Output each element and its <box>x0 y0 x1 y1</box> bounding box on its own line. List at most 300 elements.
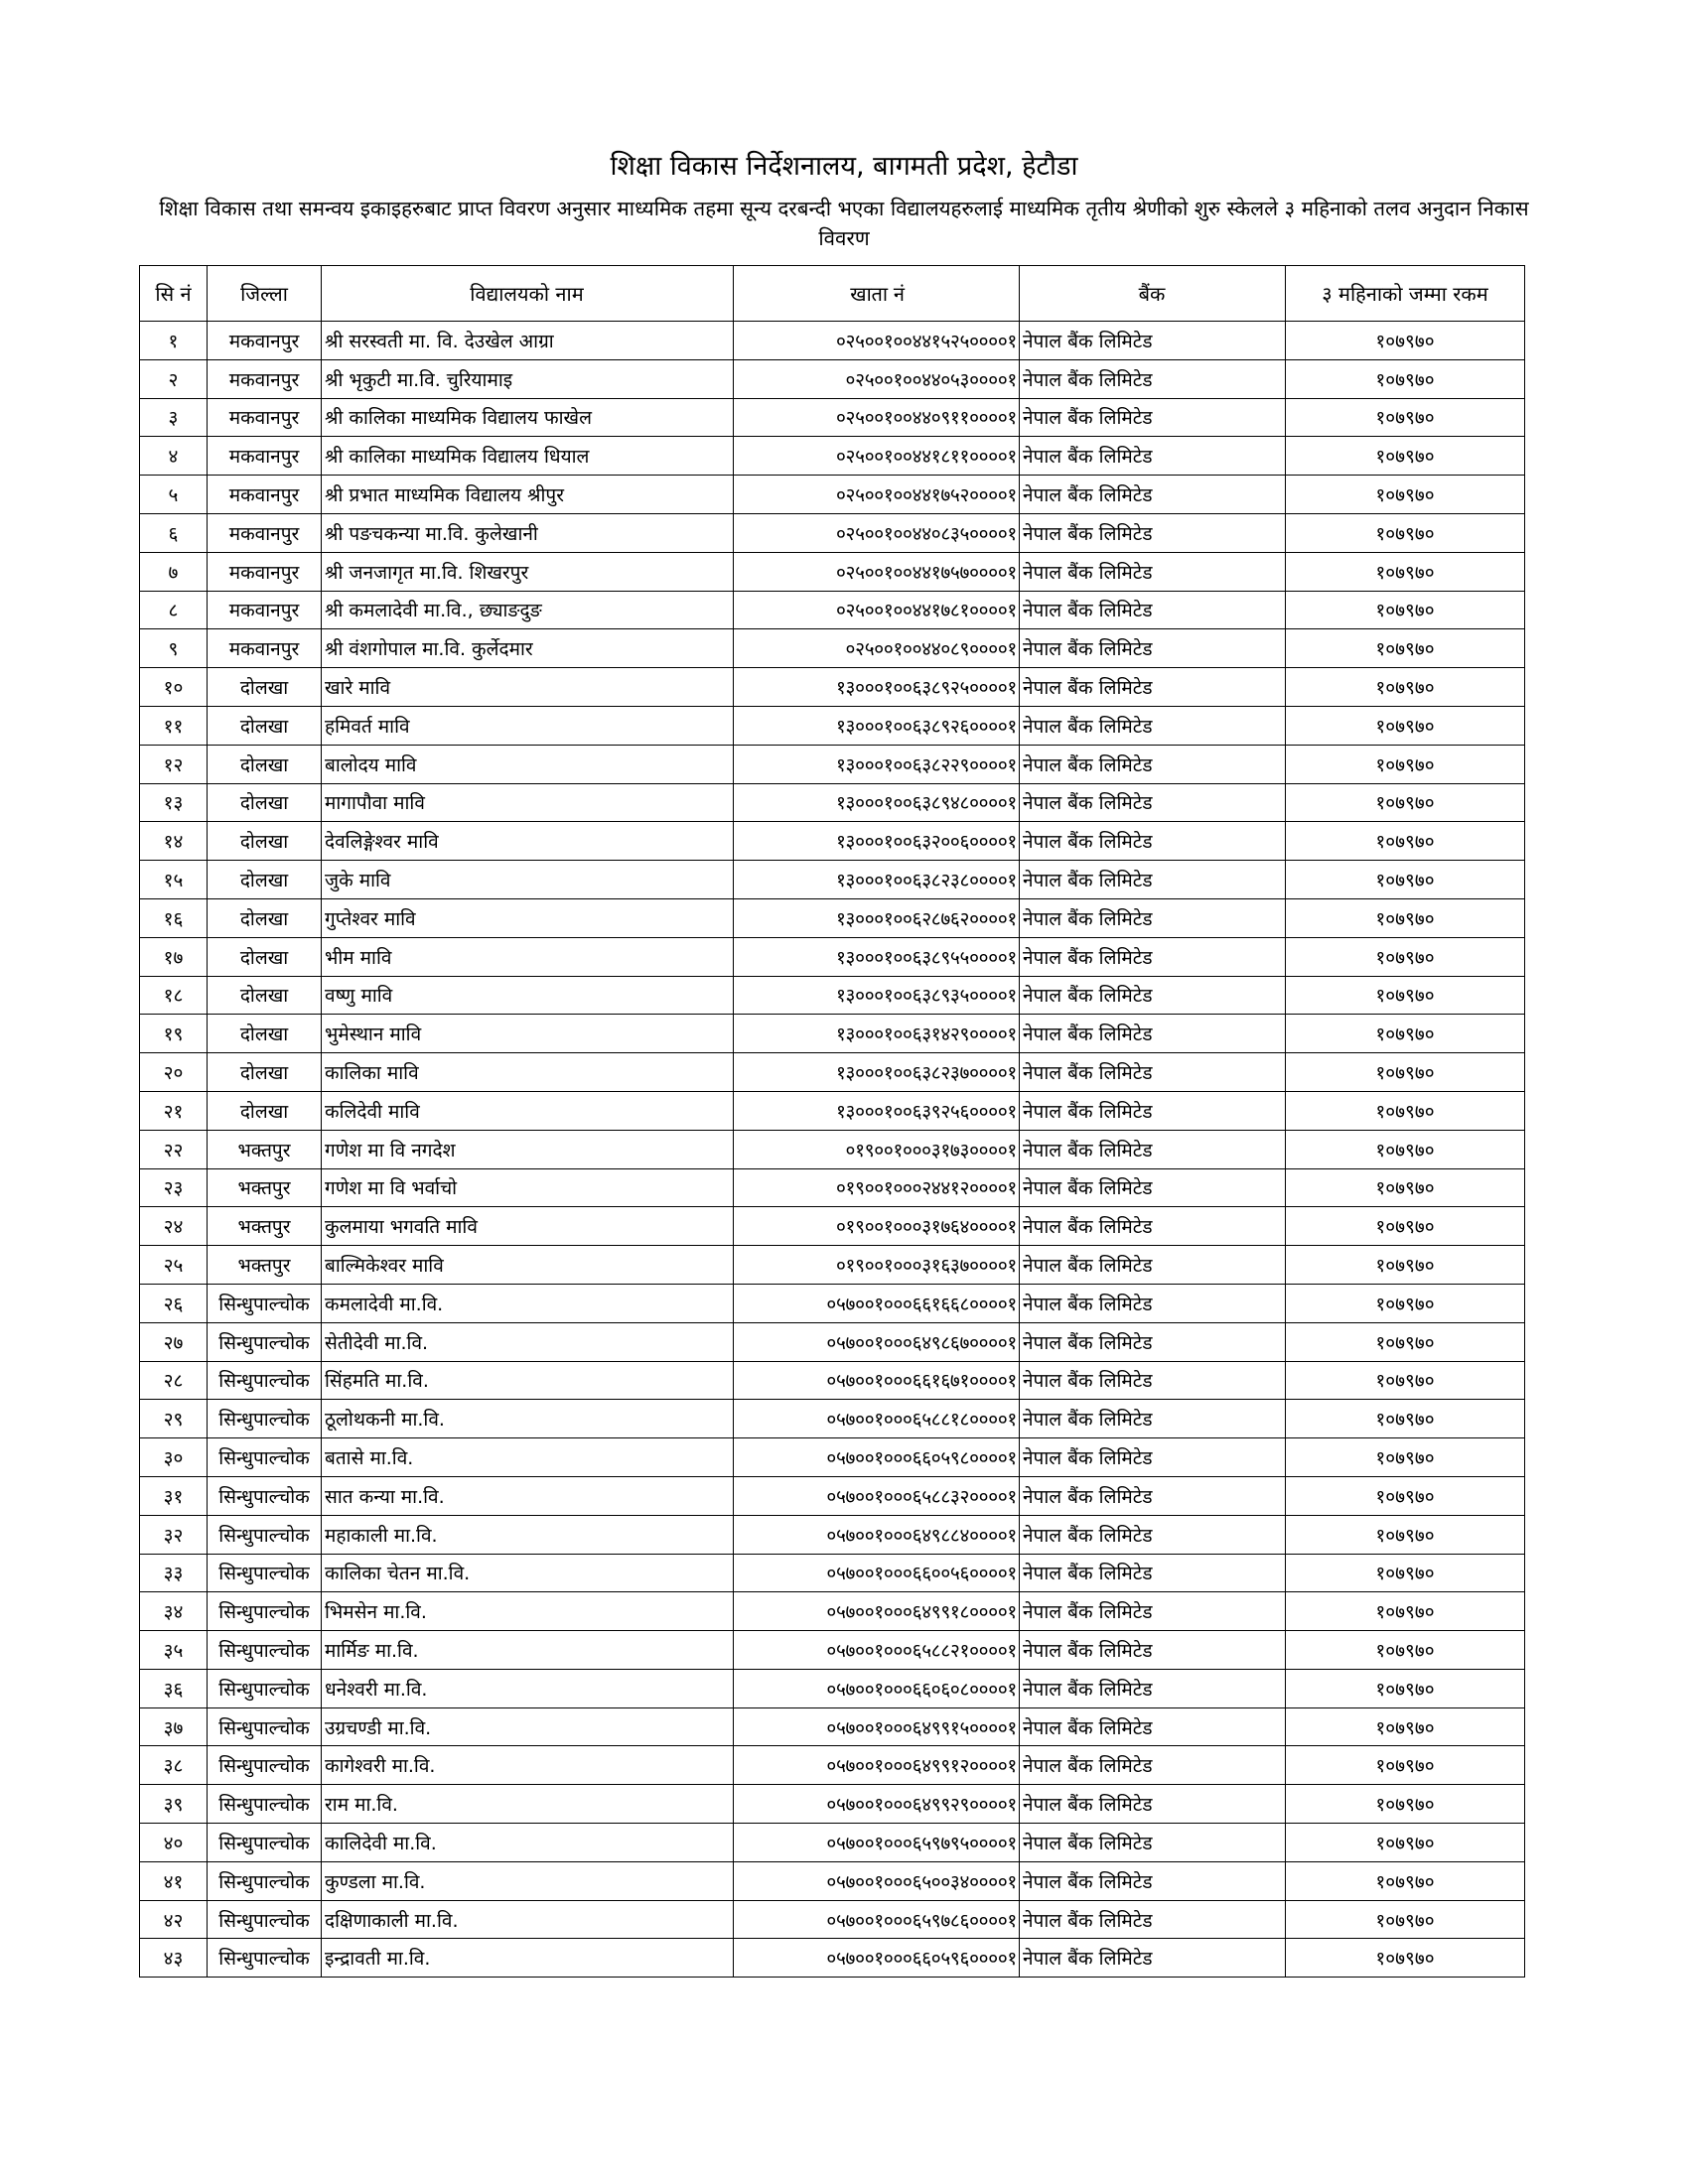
serial-number-cell: ६ <box>140 513 208 552</box>
district-cell: मकवानपुर <box>208 591 322 629</box>
table-row <box>140 745 1525 783</box>
serial-number-cell: १४ <box>140 822 208 861</box>
bank-cell: नेपाल बैंक लिमिटेड <box>1020 322 1286 360</box>
amount-cell: १०७९७० <box>1286 976 1525 1015</box>
serial-number-cell: ७ <box>140 552 208 591</box>
account-number-cell: ०५७००१०००६४९९१२००००१ <box>734 1746 1020 1785</box>
district-cell: दोलखा <box>208 706 322 745</box>
district-cell: सिन्धुपाल्चोक <box>208 1400 322 1438</box>
amount-cell: १०७९७० <box>1286 1861 1525 1900</box>
school-name-cell: बाल्मिकेश्वर मावि <box>322 1246 734 1285</box>
school-name-cell: कालिका चेतन मा.वि. <box>322 1554 734 1592</box>
serial-number-cell: १३ <box>140 783 208 822</box>
account-number-cell: ०१९००१०००३१७३००००१ <box>734 1130 1020 1168</box>
account-number-cell: ०२५००१००४४०८९००००१ <box>734 629 1020 668</box>
table-row <box>140 861 1525 899</box>
table-row <box>140 1515 1525 1554</box>
amount-cell: १०७९७० <box>1286 1707 1525 1746</box>
school-name-cell: गुप्तेश्वर मावि <box>322 898 734 937</box>
district-cell: मकवानपुर <box>208 552 322 591</box>
bank-cell: नेपाल बैंक लिमिटेड <box>1020 1861 1286 1900</box>
serial-number-cell: २६ <box>140 1284 208 1322</box>
school-name-cell: धनेश्वरी मा.वि. <box>322 1669 734 1707</box>
bank-cell: नेपाल बैंक लिमिटेड <box>1020 629 1286 668</box>
account-number-cell: ०५७००१०००६५००३४००००१ <box>734 1861 1020 1900</box>
bank-cell: नेपाल बैंक लिमिटेड <box>1020 1015 1286 1053</box>
serial-number-cell: ३४ <box>140 1592 208 1631</box>
account-number-cell: ०५७००१०००६५८८१८००००१ <box>734 1400 1020 1438</box>
bank-cell: नेपाल बैंक लिमिटेड <box>1020 1207 1286 1246</box>
school-name-cell: हमिवर्त मावि <box>322 706 734 745</box>
school-name-cell: श्री कालिका माध्यमिक विद्यालय फाखेल <box>322 398 734 437</box>
district-cell: भक्तपुर <box>208 1246 322 1285</box>
district-cell: सिन्धुपाल्चोक <box>208 1554 322 1592</box>
bank-cell: नेपाल बैंक लिमिटेड <box>1020 1130 1286 1168</box>
account-number-cell: १३०००१००६३८२३७००००१ <box>734 1053 1020 1092</box>
district-cell: दोलखा <box>208 861 322 899</box>
bank-cell: नेपाल बैंक लिमिटेड <box>1020 1438 1286 1477</box>
serial-number-cell: २१ <box>140 1091 208 1130</box>
district-cell: मकवानपुर <box>208 476 322 514</box>
district-cell: सिन्धुपाल्चोक <box>208 1515 322 1554</box>
amount-cell: १०७९७० <box>1286 1476 1525 1515</box>
account-number-cell: ०५७००१०००६५९७८६००००१ <box>734 1900 1020 1939</box>
table-body <box>140 322 1525 1978</box>
account-number-cell: ०५७००१०००६४९९१८००००१ <box>734 1592 1020 1631</box>
school-name-cell: महाकाली मा.वि. <box>322 1515 734 1554</box>
amount-cell: १०७९७० <box>1286 861 1525 899</box>
district-cell: भक्तपुर <box>208 1130 322 1168</box>
amount-cell: १०७९७० <box>1286 706 1525 745</box>
serial-number-cell: १६ <box>140 898 208 937</box>
bank-cell: नेपाल बैंक लिमिटेड <box>1020 476 1286 514</box>
account-number-cell: ०५७००१०००६६१६७१००००१ <box>734 1361 1020 1400</box>
amount-cell: १०७९७० <box>1286 1515 1525 1554</box>
table-row <box>140 668 1525 707</box>
district-cell: सिन्धुपाल्चोक <box>208 1361 322 1400</box>
account-number-cell: ०२५००१००४४१७५७००००१ <box>734 552 1020 591</box>
serial-number-cell: ३६ <box>140 1669 208 1707</box>
serial-number-cell: १८ <box>140 976 208 1015</box>
account-number-cell: १३०००१००६३८९३५००००१ <box>734 976 1020 1015</box>
bank-cell: नेपाल बैंक लिमिटेड <box>1020 1900 1286 1939</box>
school-name-cell: राम मा.वि. <box>322 1785 734 1824</box>
table-header <box>140 266 1525 322</box>
school-name-cell: श्री प्रभात माध्यमिक विद्यालय श्रीपुर <box>322 476 734 514</box>
bank-cell: नेपाल बैंक लिमिटेड <box>1020 359 1286 398</box>
serial-number-cell: ४० <box>140 1824 208 1862</box>
amount-cell: १०७९७० <box>1286 1669 1525 1707</box>
bank-cell: नेपाल बैंक लिमिटेड <box>1020 1322 1286 1361</box>
table-row <box>140 1246 1525 1285</box>
amount-cell: १०७९७० <box>1286 1207 1525 1246</box>
amount-cell: १०७९७० <box>1286 1400 1525 1438</box>
account-number-cell: ०१९००१०००३१६३७००००१ <box>734 1246 1020 1285</box>
bank-cell: नेपाल बैंक लिमिटेड <box>1020 822 1286 861</box>
serial-number-cell: ४ <box>140 437 208 476</box>
table-row <box>140 1824 1525 1862</box>
table-row <box>140 1438 1525 1477</box>
header-district: जिल्ला <box>208 266 322 322</box>
serial-number-cell: ३८ <box>140 1746 208 1785</box>
school-name-cell: वष्णु मावि <box>322 976 734 1015</box>
account-number-cell: ०२५००१००४४१७५२००००१ <box>734 476 1020 514</box>
amount-cell: १०७९७० <box>1286 1015 1525 1053</box>
district-cell: मकवानपुर <box>208 359 322 398</box>
table-row <box>140 1361 1525 1400</box>
account-number-cell: ०५७००१०००६४९८८४००००१ <box>734 1515 1020 1554</box>
amount-cell: १०७९७० <box>1286 1900 1525 1939</box>
account-number-cell: ०५७००१०००६६०५९६००००१ <box>734 1939 1020 1978</box>
district-cell: दोलखा <box>208 976 322 1015</box>
serial-number-cell: ५ <box>140 476 208 514</box>
amount-cell: १०७९७० <box>1286 898 1525 937</box>
account-number-cell: १३०००१००६३८९४८००००१ <box>734 783 1020 822</box>
district-cell: मकवानपुर <box>208 629 322 668</box>
school-name-cell: कुलमाया भगवति मावि <box>322 1207 734 1246</box>
bank-cell: नेपाल बैंक लिमिटेड <box>1020 1400 1286 1438</box>
amount-cell: १०७९७० <box>1286 591 1525 629</box>
district-cell: सिन्धुपाल्चोक <box>208 1939 322 1978</box>
bank-cell: नेपाल बैंक लिमिटेड <box>1020 1785 1286 1824</box>
district-cell: दोलखा <box>208 822 322 861</box>
header-school-name: विद्यालयको नाम <box>322 266 734 322</box>
serial-number-cell: ३३ <box>140 1554 208 1592</box>
district-cell: सिन्धुपाल्चोक <box>208 1707 322 1746</box>
table-row <box>140 706 1525 745</box>
serial-number-cell: ३१ <box>140 1476 208 1515</box>
table-row <box>140 976 1525 1015</box>
bank-cell: नेपाल बैंक लिमिटेड <box>1020 591 1286 629</box>
table-row <box>140 398 1525 437</box>
district-cell: भक्तपुर <box>208 1207 322 1246</box>
table-row <box>140 476 1525 514</box>
serial-number-cell: २४ <box>140 1207 208 1246</box>
bank-cell: नेपाल बैंक लिमिटेड <box>1020 1707 1286 1746</box>
account-number-cell: ०५७००१०००६४९८६७००००१ <box>734 1322 1020 1361</box>
amount-cell: १०७९७० <box>1286 1631 1525 1670</box>
district-cell: सिन्धुपाल्चोक <box>208 1746 322 1785</box>
amount-cell: १०७९७० <box>1286 783 1525 822</box>
account-number-cell: ०१९००१०००२४४१२००००१ <box>734 1168 1020 1207</box>
page-subtitle: शिक्षा विकास तथा समन्वय इकाइहरुबाट प्राप्त विवरण अनुसार माध्यमिक तहमा सून्य दरबन्दी भएका विद्यालयहरुलाई माध्यमिक तृतीय श्रेणीको शुरु स्केलले ३ महिनाको तलव अनुदान निकास विवरण <box>159 197 1529 250</box>
account-number-cell: ०२५००१००४४१८११००००१ <box>734 437 1020 476</box>
school-name-cell: दक्षिणाकाली मा.वि. <box>322 1900 734 1939</box>
page-title: शिक्षा विकास निर्देशनालय, बागमती प्रदेश, हेटौडा <box>610 151 1078 182</box>
school-name-cell: मागापौवा मावि <box>322 783 734 822</box>
amount-cell: १०७९७० <box>1286 513 1525 552</box>
table-row <box>140 513 1525 552</box>
district-cell: दोलखा <box>208 1091 322 1130</box>
serial-number-cell: २९ <box>140 1400 208 1438</box>
amount-cell: १०७९७० <box>1286 552 1525 591</box>
school-name-cell: कलिदेवी मावि <box>322 1091 734 1130</box>
table-row <box>140 1400 1525 1438</box>
school-name-cell: श्री वंशगोपाल मा.वि. कुर्लेदमार <box>322 629 734 668</box>
account-number-cell: ०५७००१०००६६०५९८००००१ <box>734 1438 1020 1477</box>
table-row <box>140 1091 1525 1130</box>
school-name-cell: श्री जनजागृत मा.वि. शिखरपुर <box>322 552 734 591</box>
district-cell: दोलखा <box>208 745 322 783</box>
bank-cell: नेपाल बैंक लिमिटेड <box>1020 1246 1286 1285</box>
amount-cell: १०७९७० <box>1286 1168 1525 1207</box>
table-row <box>140 1939 1525 1978</box>
district-cell: सिन्धुपाल्चोक <box>208 1785 322 1824</box>
table-row <box>140 1207 1525 1246</box>
district-cell: मकवानपुर <box>208 398 322 437</box>
school-name-cell: गणेश मा वि नगदेश <box>322 1130 734 1168</box>
table-row <box>140 552 1525 591</box>
bank-cell: नेपाल बैंक लिमिटेड <box>1020 1361 1286 1400</box>
serial-number-cell: ३ <box>140 398 208 437</box>
table-row <box>140 1015 1525 1053</box>
serial-number-cell: २५ <box>140 1246 208 1285</box>
bank-cell: नेपाल बैंक लिमिटेड <box>1020 1554 1286 1592</box>
district-cell: सिन्धुपाल्चोक <box>208 1824 322 1862</box>
serial-number-cell: ४३ <box>140 1939 208 1978</box>
district-cell: दोलखा <box>208 668 322 707</box>
account-number-cell: ०२५००१००४४०५३००००१ <box>734 359 1020 398</box>
account-number-cell: ०२५००१००४४१७८१००००१ <box>734 591 1020 629</box>
table-row <box>140 322 1525 360</box>
account-number-cell: १३०००१००६३२००६००००१ <box>734 822 1020 861</box>
serial-number-cell: २२ <box>140 1130 208 1168</box>
school-name-cell: श्री सरस्वती मा. वि. देउखेल आग्रा <box>322 322 734 360</box>
school-name-cell: गणेश मा वि भर्वाचो <box>322 1168 734 1207</box>
table-row <box>140 1284 1525 1322</box>
district-cell: सिन्धुपाल्चोक <box>208 1592 322 1631</box>
amount-cell: १०७९७० <box>1286 1746 1525 1785</box>
school-name-cell: श्री भृकुटी मा.वि. चुरियामाइ <box>322 359 734 398</box>
account-number-cell: ०५७००१०००६४९९२९००००१ <box>734 1785 1020 1824</box>
amount-cell: १०७९७० <box>1286 822 1525 861</box>
bank-cell: नेपाल बैंक लिमिटेड <box>1020 1476 1286 1515</box>
school-name-cell: बालोदय मावि <box>322 745 734 783</box>
header-row <box>140 266 1525 322</box>
serial-number-cell: ४१ <box>140 1861 208 1900</box>
bank-cell: नेपाल बैंक लिमिटेड <box>1020 783 1286 822</box>
bank-cell: नेपाल बैंक लिमिटेड <box>1020 1824 1286 1862</box>
table-row <box>140 1476 1525 1515</box>
account-number-cell: १३०००१००६३८९५५००००१ <box>734 937 1020 976</box>
serial-number-cell: ८ <box>140 591 208 629</box>
district-cell: सिन्धुपाल्चोक <box>208 1322 322 1361</box>
serial-number-cell: १५ <box>140 861 208 899</box>
serial-number-cell: २३ <box>140 1168 208 1207</box>
table-row <box>140 1785 1525 1824</box>
school-name-cell: खारे मावि <box>322 668 734 707</box>
school-name-cell: भुमेस्थान मावि <box>322 1015 734 1053</box>
table-row <box>140 437 1525 476</box>
bank-cell: नेपाल बैंक लिमिटेड <box>1020 745 1286 783</box>
bank-cell: नेपाल बैंक लिमिटेड <box>1020 898 1286 937</box>
bank-cell: नेपाल बैंक लिमिटेड <box>1020 1746 1286 1785</box>
table-row <box>140 1554 1525 1592</box>
account-number-cell: ०५७००१०००६५८८३२००००१ <box>734 1476 1020 1515</box>
district-cell: भक्तपुर <box>208 1168 322 1207</box>
district-cell: सिन्धुपाल्चोक <box>208 1284 322 1322</box>
account-number-cell: १३०००१००६३८२२९००००१ <box>734 745 1020 783</box>
bank-cell: नेपाल बैंक लिमिटेड <box>1020 1669 1286 1707</box>
amount-cell: १०७९७० <box>1286 1053 1525 1092</box>
district-cell: सिन्धुपाल्चोक <box>208 1438 322 1477</box>
table-row <box>140 629 1525 668</box>
account-number-cell: १३०००१००६३८९२६००००१ <box>734 706 1020 745</box>
bank-cell: नेपाल बैंक लिमिटेड <box>1020 1592 1286 1631</box>
school-name-cell: देवलिङ्गेश्वर मावि <box>322 822 734 861</box>
account-number-cell: ०२५००१००४४०९११००००१ <box>734 398 1020 437</box>
account-number-cell: ०५७००१०००६६०६०८००००१ <box>734 1669 1020 1707</box>
account-number-cell: १३०००१००६२८७६२००००१ <box>734 898 1020 937</box>
serial-number-cell: २० <box>140 1053 208 1092</box>
table-row <box>140 1707 1525 1746</box>
account-number-cell: ०५७००१०००६६००५६००००१ <box>734 1554 1020 1592</box>
bank-cell: नेपाल बैंक लिमिटेड <box>1020 513 1286 552</box>
school-name-cell: जुके मावि <box>322 861 734 899</box>
school-name-cell: श्री कमलादेवी मा.वि., छ्याङदुङ <box>322 591 734 629</box>
amount-cell: १०७९७० <box>1286 1939 1525 1978</box>
table-row <box>140 822 1525 861</box>
table-row <box>140 1592 1525 1631</box>
grant-release-table <box>139 265 1525 1978</box>
serial-number-cell: ३५ <box>140 1631 208 1670</box>
table-row <box>140 359 1525 398</box>
district-cell: सिन्धुपाल्चोक <box>208 1669 322 1707</box>
bank-cell: नेपाल बैंक लिमिटेड <box>1020 1091 1286 1130</box>
school-name-cell: सेतीदेवी मा.वि. <box>322 1322 734 1361</box>
bank-cell: नेपाल बैंक लिमिटेड <box>1020 937 1286 976</box>
district-cell: दोलखा <box>208 1015 322 1053</box>
serial-number-cell: ४२ <box>140 1900 208 1939</box>
bank-cell: नेपाल बैंक लिमिटेड <box>1020 1168 1286 1207</box>
district-cell: दोलखा <box>208 898 322 937</box>
table-row <box>140 1861 1525 1900</box>
bank-cell: नेपाल बैंक लिमिटेड <box>1020 706 1286 745</box>
amount-cell: १०७९७० <box>1286 437 1525 476</box>
serial-number-cell: १० <box>140 668 208 707</box>
table-row <box>140 1130 1525 1168</box>
serial-number-cell: ३९ <box>140 1785 208 1824</box>
bank-cell: नेपाल बैंक लिमिटेड <box>1020 668 1286 707</box>
amount-cell: १०७९७० <box>1286 1785 1525 1824</box>
school-name-cell: श्री कालिका माध्यमिक विद्यालय धियाल <box>322 437 734 476</box>
amount-cell: १०७९७० <box>1286 1824 1525 1862</box>
serial-number-cell: १९ <box>140 1015 208 1053</box>
header-serial-number: सि नं <box>140 266 208 322</box>
bank-cell: नेपाल बैंक लिमिटेड <box>1020 976 1286 1015</box>
account-number-cell: १३०००१००६३९२५६००००१ <box>734 1091 1020 1130</box>
table-row <box>140 898 1525 937</box>
table-row <box>140 937 1525 976</box>
school-name-cell: भीम मावि <box>322 937 734 976</box>
district-cell: सिन्धुपाल्चोक <box>208 1900 322 1939</box>
school-name-cell: सिंहमति मा.वि. <box>322 1361 734 1400</box>
account-number-cell: ०५७००१०००६४९९१५००००१ <box>734 1707 1020 1746</box>
table-row <box>140 1168 1525 1207</box>
school-name-cell: कालिका मावि <box>322 1053 734 1092</box>
serial-number-cell: १२ <box>140 745 208 783</box>
amount-cell: १०७९७० <box>1286 1361 1525 1400</box>
district-cell: मकवानपुर <box>208 322 322 360</box>
serial-number-cell: ३२ <box>140 1515 208 1554</box>
district-cell: मकवानपुर <box>208 437 322 476</box>
header-total-amount: ३ महिनाको जम्मा रकम <box>1286 266 1525 322</box>
amount-cell: १०७९७० <box>1286 359 1525 398</box>
school-name-cell: इन्द्रावती मा.वि. <box>322 1939 734 1978</box>
table-row <box>140 1631 1525 1670</box>
table-row <box>140 783 1525 822</box>
bank-cell: नेपाल बैंक लिमिटेड <box>1020 1284 1286 1322</box>
serial-number-cell: ३० <box>140 1438 208 1477</box>
serial-number-cell: ३७ <box>140 1707 208 1746</box>
district-cell: दोलखा <box>208 783 322 822</box>
amount-cell: १०७९७० <box>1286 629 1525 668</box>
district-cell: मकवानपुर <box>208 513 322 552</box>
amount-cell: १०७९७० <box>1286 476 1525 514</box>
account-number-cell: ०१९००१०००३१७६४००००१ <box>734 1207 1020 1246</box>
serial-number-cell: १ <box>140 322 208 360</box>
bank-cell: नेपाल बैंक लिमिटेड <box>1020 398 1286 437</box>
amount-cell: १०७९७० <box>1286 1091 1525 1130</box>
amount-cell: १०७९७० <box>1286 745 1525 783</box>
amount-cell: १०७९७० <box>1286 1592 1525 1631</box>
serial-number-cell: १७ <box>140 937 208 976</box>
amount-cell: १०७९७० <box>1286 1130 1525 1168</box>
school-name-cell: भिमसेन मा.वि. <box>322 1592 734 1631</box>
account-number-cell: १३०००१००६३८९२५००००१ <box>734 668 1020 707</box>
table-row <box>140 591 1525 629</box>
account-number-cell: ०२५००१००४४१५२५००००१ <box>734 322 1020 360</box>
district-cell: दोलखा <box>208 1053 322 1092</box>
bank-cell: नेपाल बैंक लिमिटेड <box>1020 437 1286 476</box>
bank-cell: नेपाल बैंक लिमिटेड <box>1020 1939 1286 1978</box>
bank-cell: नेपाल बैंक लिमिटेड <box>1020 1515 1286 1554</box>
amount-cell: १०७९७० <box>1286 1284 1525 1322</box>
bank-cell: नेपाल बैंक लिमिटेड <box>1020 1053 1286 1092</box>
table-row <box>140 1322 1525 1361</box>
amount-cell: १०७९७० <box>1286 1322 1525 1361</box>
district-cell: सिन्धुपाल्चोक <box>208 1861 322 1900</box>
header-bank: बैंक <box>1020 266 1286 322</box>
bank-cell: नेपाल बैंक लिमिटेड <box>1020 1631 1286 1670</box>
account-number-cell: ०५७००१०००६६१६६८००००१ <box>734 1284 1020 1322</box>
school-name-cell: श्री पङचकन्या मा.वि. कुलेखानी <box>322 513 734 552</box>
district-cell: सिन्धुपाल्चोक <box>208 1476 322 1515</box>
serial-number-cell: २ <box>140 359 208 398</box>
account-number-cell: १३०००१००६३१४२९००००१ <box>734 1015 1020 1053</box>
bank-cell: नेपाल बैंक लिमिटेड <box>1020 861 1286 899</box>
amount-cell: १०७९७० <box>1286 1246 1525 1285</box>
account-number-cell: ०५७००१०००६५८८२१००००१ <box>734 1631 1020 1670</box>
school-name-cell: कमलादेवी मा.वि. <box>322 1284 734 1322</box>
table-row <box>140 1669 1525 1707</box>
table-row <box>140 1746 1525 1785</box>
table-row <box>140 1900 1525 1939</box>
amount-cell: १०७९७० <box>1286 1438 1525 1477</box>
school-name-cell: कागेश्वरी मा.वि. <box>322 1746 734 1785</box>
account-number-cell: ०२५००१००४४०८३५००००१ <box>734 513 1020 552</box>
table-row <box>140 1053 1525 1092</box>
account-number-cell: ०५७००१०००६५९७९५००००१ <box>734 1824 1020 1862</box>
school-name-cell: ठूलोथकनी मा.वि. <box>322 1400 734 1438</box>
serial-number-cell: ९ <box>140 629 208 668</box>
amount-cell: १०७९७० <box>1286 937 1525 976</box>
serial-number-cell: २७ <box>140 1322 208 1361</box>
school-name-cell: सात कन्या मा.वि. <box>322 1476 734 1515</box>
amount-cell: १०७९७० <box>1286 668 1525 707</box>
amount-cell: १०७९७० <box>1286 322 1525 360</box>
school-name-cell: बतासे मा.वि. <box>322 1438 734 1477</box>
